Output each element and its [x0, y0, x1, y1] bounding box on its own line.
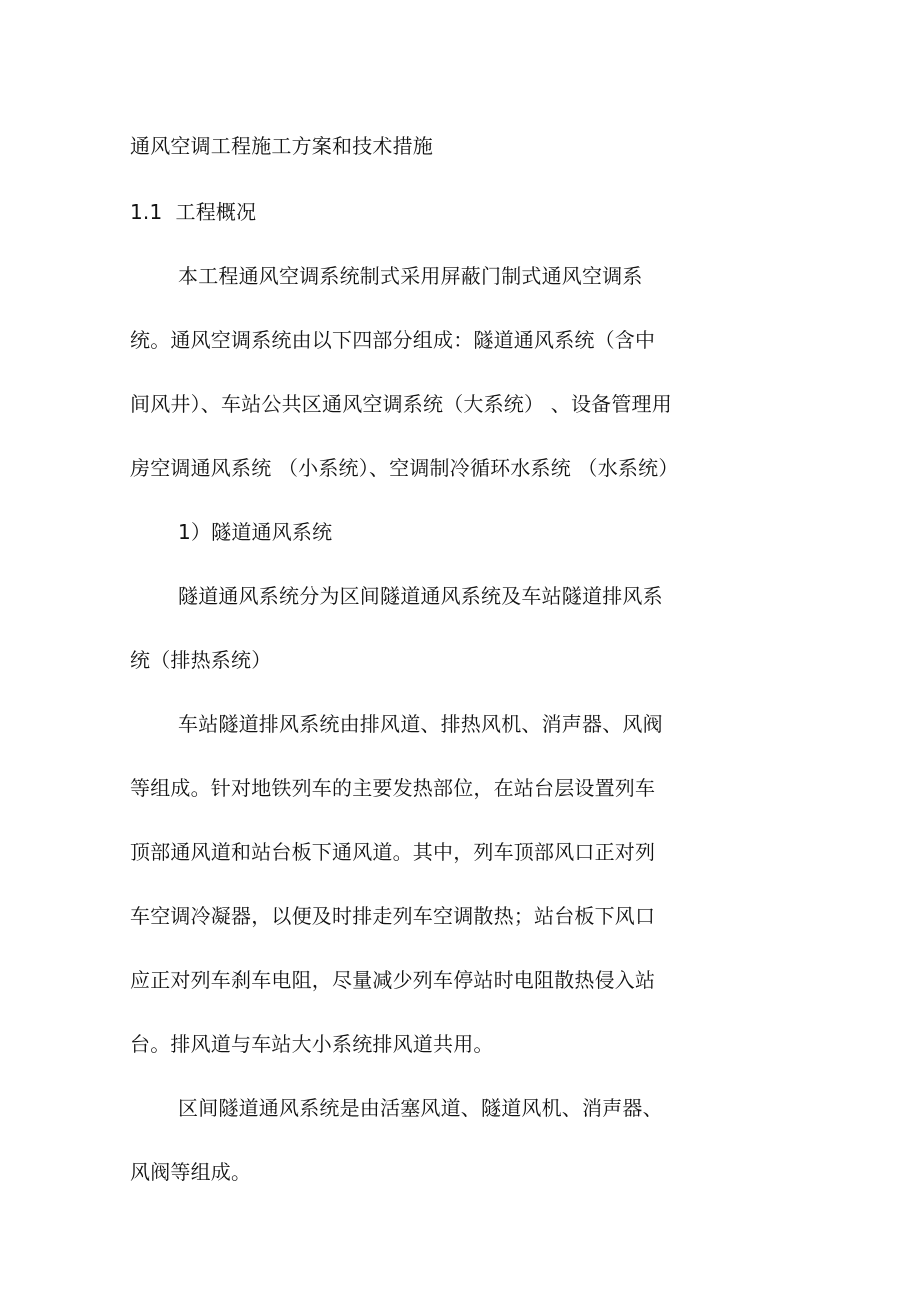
paragraph-line: 应正对列车刹车电阻，尽量减少列车停站时电阻散热侵入站 [130, 968, 656, 992]
paragraph-line: 房空调通风系统 （小系统）、空调制冷循环水系统 （水系统） [130, 456, 679, 480]
paragraph-line: 等组成。针对地铁列车的主要发热部位，在站台层设置列车 [130, 776, 656, 800]
paragraph-line: 车空调冷凝器，以便及时排走列车空调散热；站台板下风口 [130, 904, 656, 928]
paragraph-line: 统（排热系统） [130, 648, 272, 672]
paragraph-line: 台。排风道与车站大小系统排风道共用。 [130, 1032, 494, 1056]
paragraph-line: 间风井）、车站公共区通风空调系统（大系统） 、设备管理用 [130, 392, 672, 416]
paragraph-line: 隧道通风系统分为区间隧道通风系统及车站隧道排风系 [178, 584, 663, 608]
document-title: 通风空调工程施工方案和技术措施 [130, 134, 433, 158]
paragraph-line: 风阀等组成。 [130, 1160, 252, 1184]
paragraph-line: 车站隧道排风系统由排风道、排热风机、消声器、风阀 [178, 712, 663, 736]
subheading-line: 1）隧道通风系统 [178, 520, 333, 544]
paragraph-line: 本工程通风空调系统制式采用屏蔽门制式通风空调系 [178, 264, 643, 288]
paragraph-line: 区间隧道通风系统是由活塞风道、隧道风机、消声器、 [178, 1096, 663, 1120]
paragraph-line: 顶部通风道和站台板下通风道。其中，列车顶部风口正对列 [130, 840, 656, 864]
paragraph-line: 统。通风空调系统由以下四部分组成：隧道通风系统（含中 [130, 328, 656, 352]
section-heading: 1.1 工程概况 [130, 200, 257, 224]
